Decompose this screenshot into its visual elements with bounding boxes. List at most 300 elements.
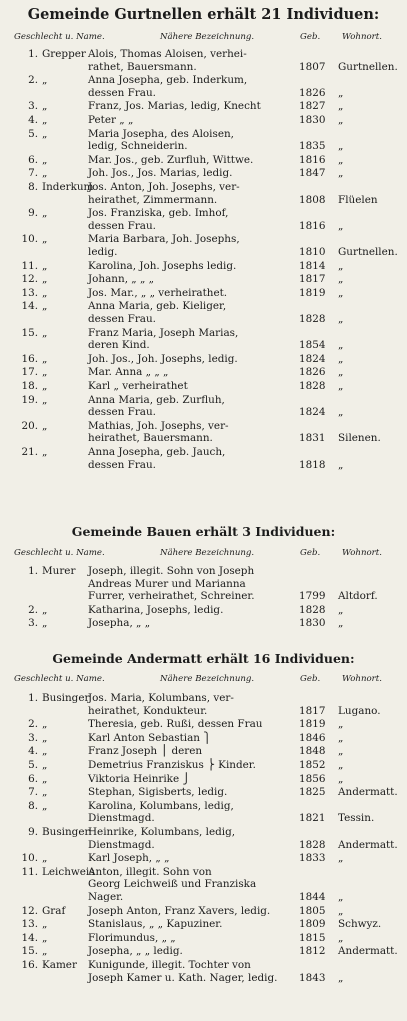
entry-line — [0, 732, 407, 745]
entry-number: 9. — [28, 207, 38, 220]
entry-number: 11. — [21, 259, 38, 272]
entry-line — [0, 918, 407, 931]
entry-residence: „ — [338, 140, 344, 153]
register-entry — [0, 233, 407, 258]
entry-number: 1. — [28, 692, 38, 704]
section-title-andermatt: Gemeinde Andermatt erhält 16 Individuen: — [52, 651, 355, 666]
entry-number: 14. — [21, 931, 38, 944]
entry-residence: „ — [338, 772, 344, 785]
entry-description: Joseph, illegit. Sohn von Joseph — [88, 565, 255, 577]
entry-birth-year: 1819 — [299, 718, 326, 731]
entry-birth-year: 1828 — [299, 838, 326, 851]
entry-birth-year: 1830 — [299, 114, 326, 126]
entry-description: Viktoria Heinrike ⎭ — [88, 772, 191, 785]
entry-surname: „ — [42, 718, 48, 731]
register-entry — [0, 260, 407, 273]
entry-description: Peter „ „ — [88, 114, 134, 126]
header-description: Nähere Bezeichnung. — [160, 548, 255, 558]
register-entry — [0, 100, 407, 113]
entry-surname: „ — [42, 945, 48, 958]
entry-description: Georg Leichweiß und Franziska — [88, 878, 257, 891]
register-entry — [0, 181, 407, 206]
entry-surname: „ — [42, 207, 48, 220]
register-entry — [0, 852, 407, 865]
section-title-bauen: Gemeinde Bauen erhält 3 Individuen: — [71, 524, 336, 539]
entry-number: 9. — [28, 826, 38, 838]
register-entry — [0, 207, 407, 232]
entry-line — [0, 432, 407, 445]
entry-line — [0, 339, 407, 352]
register-entry — [0, 48, 407, 73]
entry-surname: „ — [42, 393, 48, 406]
entry-line — [0, 140, 407, 153]
entry-residence: Flüelen — [338, 193, 378, 206]
entry-number: 15. — [21, 945, 38, 958]
entry-line — [0, 839, 407, 852]
header-name: Geschlecht u. Name. — [14, 32, 105, 42]
entry-description: Heinrike, Kolumbans, ledig, — [88, 826, 236, 838]
entry-line — [0, 273, 407, 286]
entry-surname: „ — [42, 799, 48, 812]
entry-description: deren Kind. — [88, 339, 150, 352]
entry-description: Nager. — [88, 890, 124, 903]
entry-residence: „ — [338, 86, 344, 99]
entry-residence: Silenen. — [338, 432, 381, 445]
entry-number: 2. — [28, 74, 38, 87]
register-entry — [0, 353, 407, 366]
entry-line — [0, 287, 407, 300]
entry-description: heirathet, Kondukteur. — [88, 704, 208, 717]
register-entry — [0, 380, 407, 393]
entry-line — [0, 759, 407, 772]
register-entry — [0, 773, 407, 786]
entry-number: 7. — [28, 786, 38, 799]
entry-line — [0, 972, 407, 985]
entry-birth-year: 1816 — [299, 219, 326, 232]
entry-number: 1. — [28, 565, 38, 577]
entry-line — [0, 48, 407, 61]
entry-line — [0, 366, 407, 379]
entry-number: 7. — [28, 167, 38, 180]
entry-description: dessen Frau. — [88, 406, 156, 419]
entry-description: Karl Anton Sebastian ⎫ — [88, 731, 212, 744]
entry-surname: Businger — [42, 692, 90, 704]
entry-description: Furrer, verheirathet, Schreiner. — [88, 590, 255, 603]
entry-surname: „ — [42, 100, 48, 113]
entry-description: Andreas Murer und Marianna — [88, 577, 246, 590]
register-entry — [0, 759, 407, 772]
entry-birth-year: 1817 — [299, 704, 326, 717]
entry-surname: „ — [42, 74, 48, 87]
register-entry — [0, 745, 407, 758]
entry-number: 16. — [21, 959, 38, 971]
entry-line — [0, 891, 407, 904]
entry-line — [0, 246, 407, 259]
entry-residence: „ — [338, 153, 344, 166]
entry-description: Joh. Jos., Jos. Marias, ledig. — [88, 167, 233, 180]
entry-line — [0, 578, 407, 591]
entry-residence: Andermatt. — [338, 786, 398, 799]
entry-number: 6. — [28, 772, 38, 785]
entry-description: Joh. Jos., Joh. Josephs, ledig. — [88, 352, 238, 365]
entry-description: Anna Maria, geb. Zurfluh, — [88, 393, 225, 406]
entry-line — [0, 446, 407, 459]
entry-line — [0, 74, 407, 87]
entry-birth-year: 1827 — [299, 100, 326, 113]
entry-description: Jos. Franziska, geb. Imhof, — [88, 207, 229, 220]
entry-birth-year: 1826 — [299, 366, 326, 379]
entry-residence: „ — [338, 458, 344, 471]
header-description: Nähere Bezeichnung. — [160, 674, 255, 684]
entry-birth-year: 1814 — [299, 259, 326, 272]
entry-birth-year: 1847 — [299, 167, 326, 180]
entry-line — [0, 692, 407, 705]
entry-description: dessen Frau. — [88, 86, 156, 99]
entry-description: ledig, Schneiderin. — [88, 140, 188, 153]
entry-surname: „ — [42, 786, 48, 799]
entry-description: Alois, Thomas Aloisen, verhei- — [88, 48, 247, 60]
entry-description: Karolina, Joh. Josephs ledig. — [88, 259, 237, 272]
entry-description: Karl „ verheirathet — [88, 380, 188, 392]
entry-surname: Inderkum — [42, 181, 94, 193]
entry-number: 12. — [21, 904, 38, 917]
register-entry — [0, 420, 407, 445]
entry-number: 13. — [21, 286, 38, 299]
entry-line — [0, 812, 407, 825]
entry-description: Stephan, Sigisberts, ledig. — [88, 786, 228, 799]
entry-residence: „ — [338, 852, 344, 865]
entry-description: Mar. Anna „ „ „ — [88, 366, 169, 379]
entry-number: 19. — [21, 393, 38, 406]
entry-residence: Gurtnellen. — [338, 60, 398, 73]
entry-description: Anton, illegit. Sohn von — [88, 865, 212, 878]
entry-line — [0, 604, 407, 617]
header-birth: Geb. — [300, 32, 321, 42]
entry-description: Johann, „ „ „ — [88, 273, 155, 286]
entry-birth-year: 1828 — [299, 603, 326, 616]
entry-line — [0, 932, 407, 945]
entry-surname: „ — [42, 617, 48, 630]
entry-number: 3. — [28, 731, 38, 744]
entry-surname: „ — [42, 127, 48, 140]
register-entry — [0, 128, 407, 153]
entry-birth-year: 1821 — [299, 812, 326, 825]
column-header-row — [0, 674, 407, 686]
entry-residence: „ — [338, 273, 344, 286]
register-entry — [0, 617, 407, 630]
entry-description: rathet, Bauersmann. — [88, 60, 197, 73]
entry-line — [0, 128, 407, 141]
entry-surname: „ — [42, 745, 48, 758]
register-entry — [0, 918, 407, 931]
entry-description: dessen Frau. — [88, 219, 156, 232]
entry-number: 4. — [28, 114, 38, 126]
entry-residence: „ — [338, 718, 344, 731]
entry-birth-year: 1826 — [299, 86, 326, 99]
entry-birth-year: 1805 — [299, 904, 326, 917]
entry-line — [0, 800, 407, 813]
entry-number: 21. — [21, 446, 38, 458]
entry-description: Dienstmagd. — [88, 812, 155, 825]
entry-surname: „ — [42, 352, 48, 365]
entry-number: 17. — [21, 366, 38, 379]
header-description: Nähere Bezeichnung. — [160, 32, 255, 42]
entry-line — [0, 100, 407, 113]
entry-birth-year: 1824 — [299, 352, 326, 365]
entry-birth-year: 1818 — [299, 458, 326, 471]
entry-birth-year: 1809 — [299, 918, 326, 931]
register-entry — [0, 718, 407, 731]
entry-surname: Leichweis — [42, 865, 95, 878]
entry-description: Florimundus, „ „ — [88, 931, 176, 944]
entry-birth-year: 1824 — [299, 406, 326, 419]
entry-line — [0, 327, 407, 340]
entry-surname: Graf — [42, 904, 66, 917]
entry-number: 12. — [21, 273, 38, 286]
entry-line — [0, 959, 407, 972]
header-birth: Geb. — [300, 548, 321, 558]
entry-number: 5. — [28, 759, 38, 771]
entry-line — [0, 826, 407, 839]
register-entry — [0, 154, 407, 167]
register-entry — [0, 800, 407, 825]
entry-birth-year: 1812 — [299, 945, 326, 958]
entry-birth-year: 1833 — [299, 852, 326, 865]
header-name: Geschlecht u. Name. — [14, 674, 105, 684]
entry-surname: „ — [42, 380, 48, 392]
entry-description: Anna Josepha, geb. Inderkum, — [88, 74, 248, 87]
register-entry — [0, 287, 407, 300]
entry-surname: „ — [42, 114, 48, 126]
entry-line — [0, 394, 407, 407]
entry-birth-year: 1846 — [299, 731, 326, 744]
register-entry — [0, 446, 407, 471]
register-entry — [0, 945, 407, 958]
entry-residence: „ — [338, 219, 344, 232]
register-entry — [0, 273, 407, 286]
entry-number: 5. — [28, 127, 38, 140]
entry-line — [0, 207, 407, 220]
entry-description: Joseph Kamer u. Kath. Nager, ledig. — [88, 971, 278, 984]
header-residence: Wohnort. — [342, 548, 382, 558]
entry-number: 1. — [28, 48, 38, 60]
entry-residence: „ — [338, 731, 344, 744]
entry-residence: „ — [338, 971, 344, 984]
entry-number: 4. — [28, 745, 38, 758]
entry-birth-year: 1810 — [299, 245, 326, 258]
entry-residence: „ — [338, 603, 344, 616]
entry-birth-year: 1854 — [299, 339, 326, 352]
register-entry — [0, 300, 407, 325]
entry-residence: „ — [338, 745, 344, 758]
entry-number: 11. — [21, 865, 38, 878]
entry-description: Maria Josepha, des Aloisen, — [88, 127, 234, 140]
entry-residence: „ — [338, 366, 344, 379]
register-entry — [0, 786, 407, 799]
entry-line — [0, 61, 407, 74]
entry-number: 14. — [21, 300, 38, 313]
entry-line — [0, 260, 407, 273]
entry-line — [0, 233, 407, 246]
entry-surname: „ — [42, 366, 48, 379]
entry-residence: „ — [338, 931, 344, 944]
entry-description: Mar. Jos., geb. Zurfluh, Wittwe. — [88, 153, 254, 166]
entry-number: 13. — [21, 918, 38, 931]
entry-description: Anna Maria, geb. Kieliger, — [88, 300, 227, 313]
entry-birth-year: 1807 — [299, 60, 326, 73]
entry-description: Franz Maria, Joseph Marias, — [88, 326, 239, 339]
entry-description: Stanislaus, „ „ Kapuziner. — [88, 918, 223, 931]
entry-surname: „ — [42, 603, 48, 616]
entry-surname: „ — [42, 931, 48, 944]
entry-number: 2. — [28, 718, 38, 731]
register-entry — [0, 394, 407, 419]
entry-line — [0, 181, 407, 194]
entry-description: Anna Josepha, geb. Jauch, — [88, 446, 226, 458]
entry-line — [0, 617, 407, 630]
entry-line — [0, 745, 407, 758]
entry-residence: Altdorf. — [338, 590, 378, 603]
entry-description: Josepha, „ „ ledig. — [88, 945, 183, 958]
entry-birth-year: 1828 — [299, 380, 326, 392]
entry-residence: Tessin. — [338, 812, 375, 825]
entry-surname: „ — [42, 300, 48, 313]
entry-number: 8. — [28, 181, 38, 193]
entry-description: Demetrius Franziskus ⎬ Kinder. — [88, 759, 256, 771]
entry-residence: „ — [338, 167, 344, 180]
entry-line — [0, 380, 407, 393]
entry-residence: „ — [338, 406, 344, 419]
entry-birth-year: 1843 — [299, 971, 326, 984]
entry-line — [0, 220, 407, 233]
entry-number: 6. — [28, 153, 38, 166]
entry-description: Jos. Mar., „ „ verheirathet. — [88, 286, 228, 299]
entry-birth-year: 1848 — [299, 745, 326, 758]
entry-description: Franz, Jos. Marias, ledig, Knecht — [88, 100, 261, 113]
entry-birth-year: 1835 — [299, 140, 326, 153]
entry-surname: „ — [42, 918, 48, 931]
entry-description: Mathias, Joh. Josephs, ver- — [88, 419, 229, 432]
register-entry — [0, 692, 407, 717]
entry-residence: Andermatt. — [338, 945, 398, 958]
entry-line — [0, 905, 407, 918]
column-header-row — [0, 548, 407, 560]
entry-line — [0, 300, 407, 313]
entry-description: Maria Barbara, Joh. Josephs, — [88, 233, 240, 246]
entry-surname: Kamer — [42, 959, 77, 971]
entry-birth-year: 1831 — [299, 432, 326, 445]
entry-description: Franz Joseph ⎪ deren — [88, 745, 203, 758]
entry-description: Jos. Maria, Kolumbans, ver- — [88, 692, 234, 704]
register-entry — [0, 826, 407, 851]
entry-surname: Murer — [42, 565, 76, 577]
header-birth: Geb. — [300, 674, 321, 684]
entry-number: 3. — [28, 100, 38, 113]
entry-surname: „ — [42, 419, 48, 432]
entry-birth-year: 1808 — [299, 193, 326, 206]
register-entry — [0, 565, 407, 603]
entry-number: 16. — [21, 352, 38, 365]
entry-residence: „ — [338, 114, 344, 126]
entry-description: Joseph Anton, Franz Xavers, ledig. — [88, 904, 271, 917]
entry-number: 18. — [21, 380, 38, 392]
entry-description: heirathet, Bauersmann. — [88, 432, 213, 445]
entry-line — [0, 313, 407, 326]
entry-description: Jos. Anton, Joh. Josephs, ver- — [88, 181, 240, 193]
entry-number: 8. — [28, 799, 38, 812]
entry-residence: „ — [338, 890, 344, 903]
entry-surname: „ — [42, 731, 48, 744]
entry-residence: „ — [338, 352, 344, 365]
header-residence: Wohnort. — [342, 674, 382, 684]
entry-number: 15. — [21, 326, 38, 339]
entry-description: Kunigunde, illegit. Tochter von — [88, 959, 251, 971]
register-entry — [0, 366, 407, 379]
entry-line — [0, 459, 407, 472]
register-entry — [0, 167, 407, 180]
entry-description: dessen Frau. — [88, 312, 156, 325]
entry-line — [0, 878, 407, 891]
entry-number: 2. — [28, 603, 38, 616]
header-residence: Wohnort. — [342, 32, 382, 42]
entry-line — [0, 705, 407, 718]
entry-description: heirathet, Zimmermann. — [88, 193, 218, 206]
entry-surname: „ — [42, 167, 48, 180]
entry-description: Josepha, „ „ — [88, 617, 151, 630]
entry-residence: Lugano. — [338, 704, 381, 717]
entry-surname: „ — [42, 259, 48, 272]
register-entry — [0, 732, 407, 745]
entry-line — [0, 866, 407, 879]
entry-description: ledig. — [88, 245, 118, 258]
entry-surname: „ — [42, 852, 48, 865]
section-title-gurtnellen: Gemeinde Gurtnellen erhält 21 Individuen: — [27, 6, 380, 23]
entry-residence: Andermatt. — [338, 838, 398, 851]
entry-line — [0, 154, 407, 167]
entry-line — [0, 718, 407, 731]
entry-birth-year: 1825 — [299, 786, 326, 799]
register-entry — [0, 114, 407, 127]
entry-description: Katharina, Josephs, ledig. — [88, 603, 224, 616]
entry-surname: „ — [42, 759, 48, 771]
entry-line — [0, 353, 407, 366]
register-entry — [0, 905, 407, 918]
entry-description: Theresia, geb. Rußi, dessen Frau — [88, 718, 263, 731]
entry-residence: „ — [338, 759, 344, 771]
entry-description: dessen Frau. — [88, 458, 156, 471]
entry-line — [0, 590, 407, 603]
entry-residence: „ — [338, 312, 344, 325]
entry-residence: „ — [338, 259, 344, 272]
entry-surname: „ — [42, 772, 48, 785]
entry-description: Karolina, Kolumbans, ledig, — [88, 799, 234, 812]
register-entry — [0, 866, 407, 904]
entry-residence: „ — [338, 339, 344, 352]
register-entry — [0, 959, 407, 984]
entry-residence: „ — [338, 904, 344, 917]
entry-surname: „ — [42, 326, 48, 339]
entry-line — [0, 773, 407, 786]
entry-surname: „ — [42, 273, 48, 286]
entry-number: 3. — [28, 617, 38, 630]
entry-residence: „ — [338, 286, 344, 299]
entry-surname: Grepper — [42, 48, 86, 60]
entry-number: 10. — [21, 233, 38, 246]
entry-surname: „ — [42, 233, 48, 246]
header-name: Geschlecht u. Name. — [14, 548, 105, 558]
entry-residence: „ — [338, 617, 344, 630]
entry-description: Dienstmagd. — [88, 838, 155, 851]
